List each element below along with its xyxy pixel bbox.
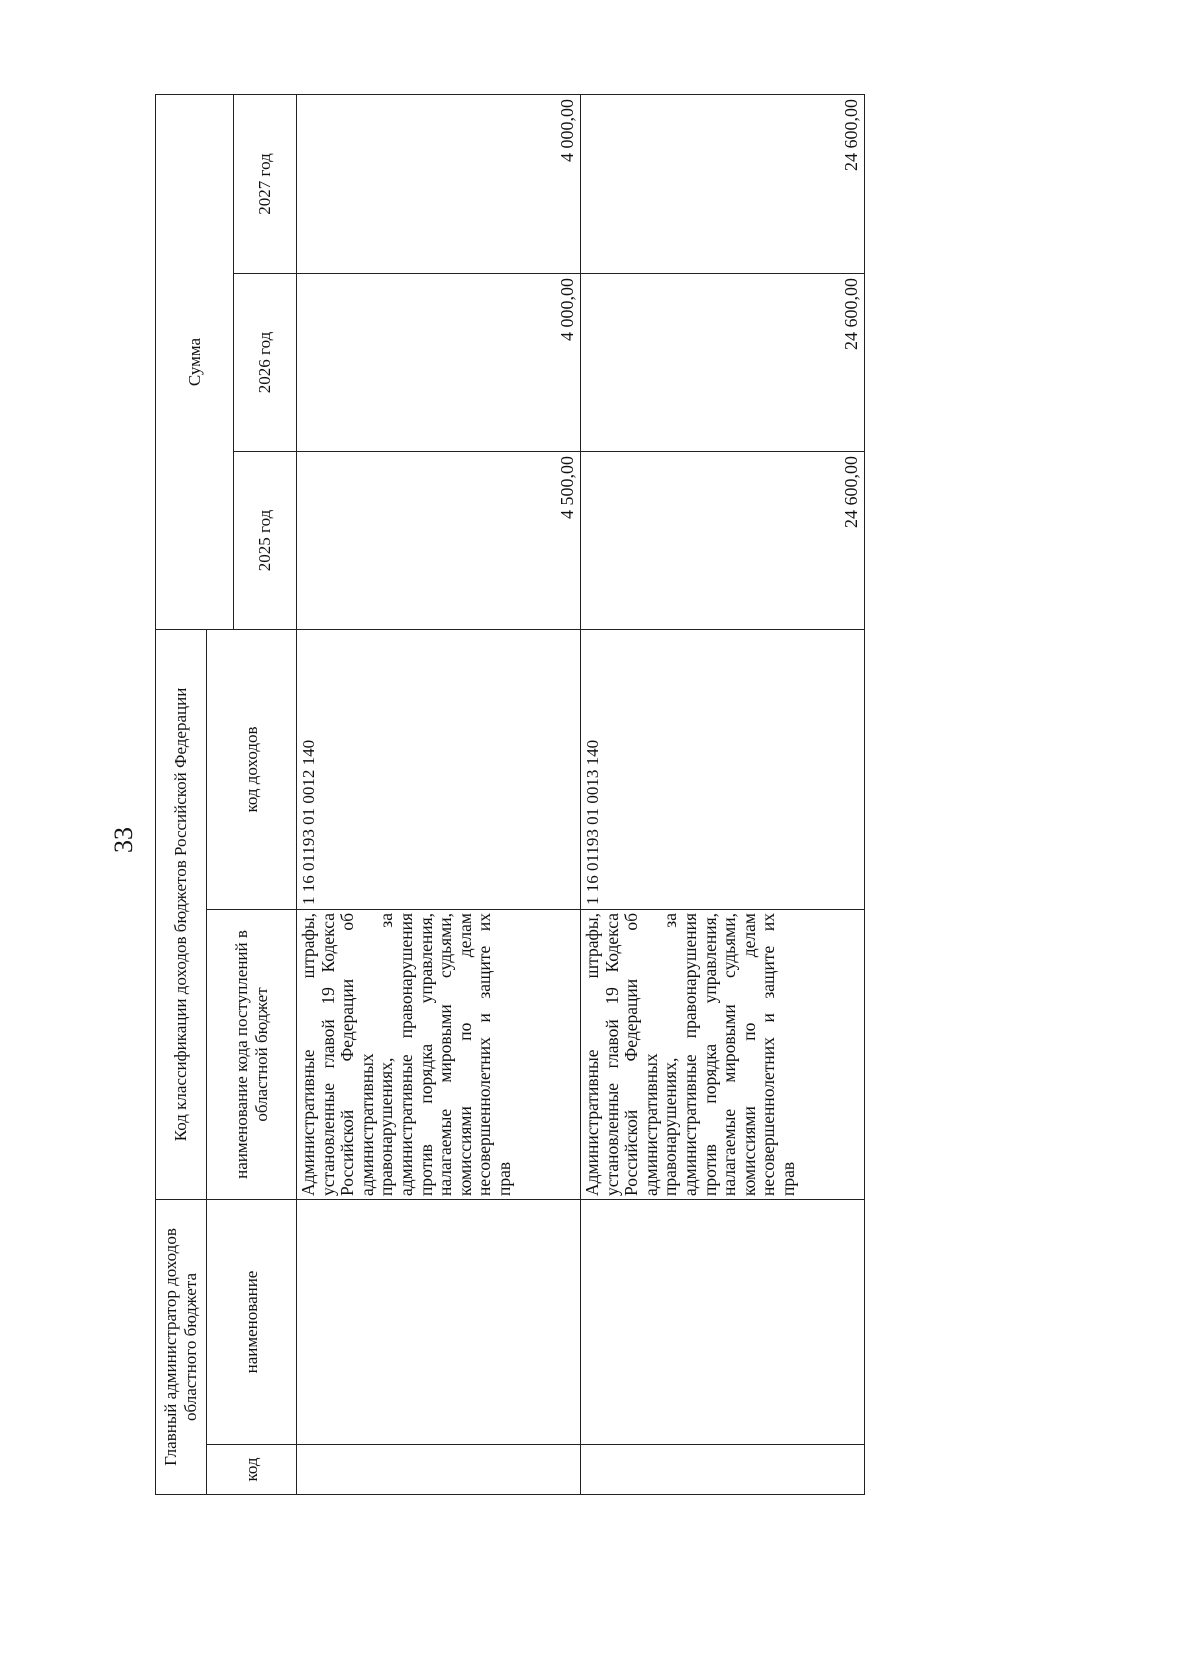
income-name-header: наименование кода поступлений в областной бюджет (207, 910, 297, 1200)
year-2027-header: 2027 год (234, 94, 297, 273)
sum-group-header: Сумма (156, 94, 234, 629)
row-description-cell: Административные штрафы, установленные главой 19 Кодекса Российской Федерации об административных правонарушениях, за административные правонарушения против порядка управления, налагаемые мировыми судьями, комиссиями по делам несовершеннолетних и защите их прав (581, 910, 865, 1200)
admin-group-header: Главный администратор доходов областного бюджета (156, 1200, 207, 1495)
row-sum-2026-cell: 4 000,00 (297, 273, 581, 451)
row-code-cell (297, 1445, 581, 1495)
year-2025-header: 2025 год (234, 451, 297, 629)
table-container (155, 95, 865, 1495)
row-sum-2025-cell: 24 600,00 (581, 451, 865, 629)
table-row (581, 94, 865, 1494)
table-row (297, 94, 581, 1494)
row-description-cell: Административные штрафы, установленные главой 19 Кодекса Российской Федерации об административных правонарушениях, за административные правонарушения против порядка управления, налагаемые мировыми судьями, комиссиями по делам несовершеннолетних и защите их прав (297, 910, 581, 1200)
year-2026-header: 2026 год (234, 273, 297, 451)
row-income-code-cell: 1 16 01193 01 0013 140 (581, 629, 865, 909)
row-name-cell (581, 1200, 865, 1445)
row-sum-2027-cell: 24 600,00 (581, 94, 865, 273)
revenue-table (155, 94, 865, 1495)
admin-code-header: код (207, 1445, 297, 1495)
row-sum-2025-cell: 4 500,00 (297, 451, 581, 629)
row-income-code-cell: 1 16 01193 01 0012 140 (297, 629, 581, 909)
row-code-cell (581, 1445, 865, 1495)
classification-group-header: Код классификации доходов бюджетов Российской Федерации (156, 629, 207, 1199)
income-code-header: код доходов (207, 629, 297, 909)
row-sum-2026-cell: 24 600,00 (581, 273, 865, 451)
row-name-cell (297, 1200, 581, 1445)
row-sum-2027-cell: 4 000,00 (297, 94, 581, 273)
page-number: 33 (109, 827, 138, 853)
admin-name-header: наименование (207, 1200, 297, 1445)
